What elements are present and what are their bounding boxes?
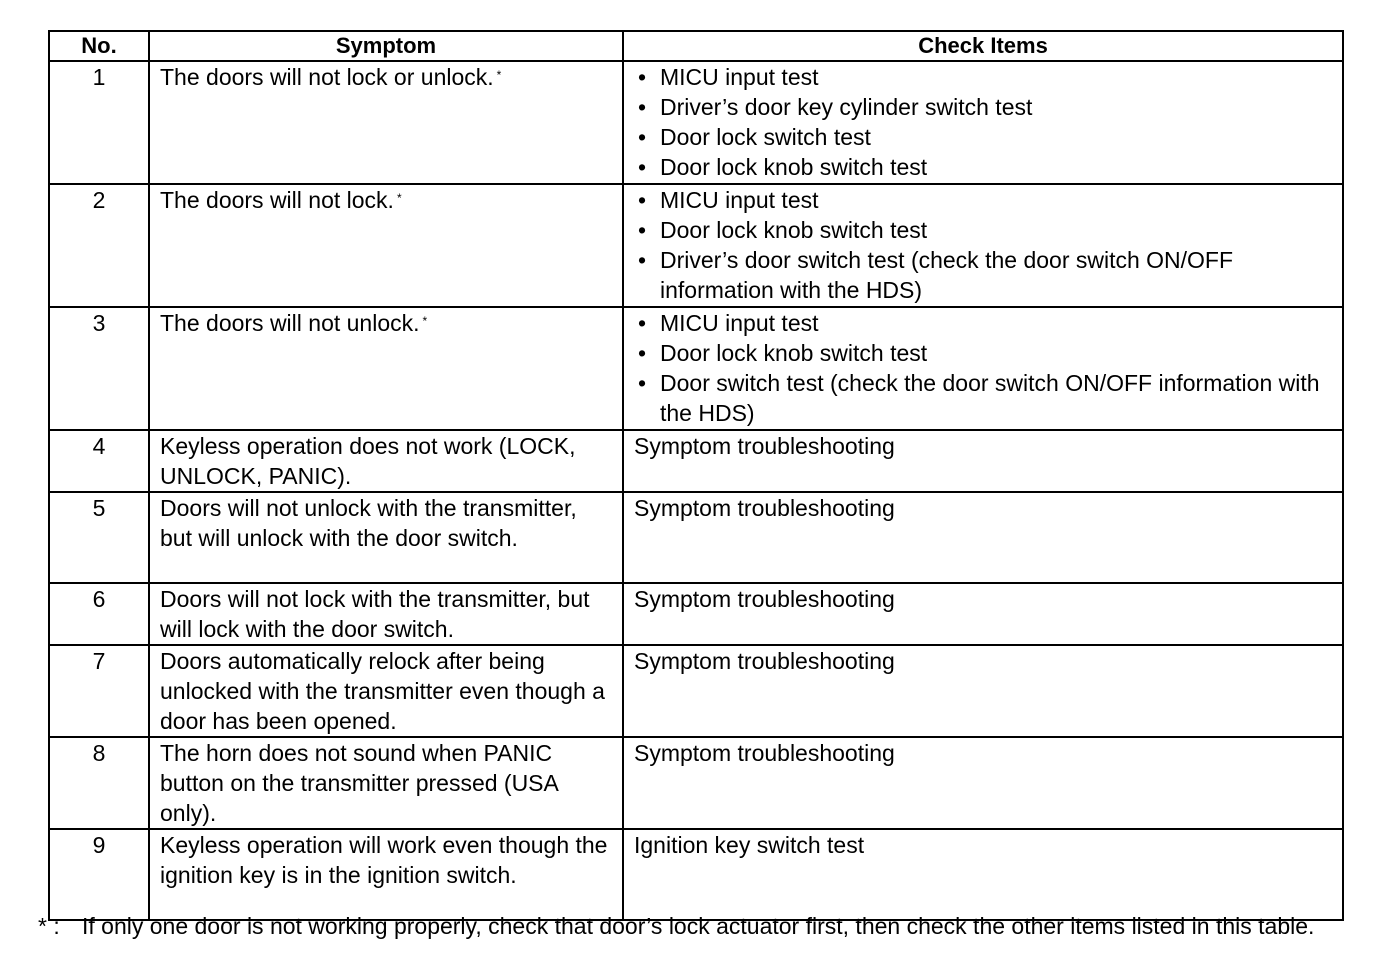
- table-header-row: [49, 31, 1343, 61]
- check-items-list: [634, 308, 1332, 428]
- row-number: 3: [49, 307, 149, 430]
- asterisk-mark: *: [496, 68, 502, 82]
- check-item-text: Driver’s door switch test (check the door switch ON/OFF information with the HDS): [660, 247, 1234, 303]
- symptom-text: The doors will not lock or unlock.: [160, 64, 494, 90]
- check-item: [634, 215, 1332, 245]
- table-row: [49, 492, 1343, 583]
- footnote-text: If only one door is not working properly, check that door’s lock actuator first, then check the other items listed in this table.: [82, 913, 1315, 939]
- symptom-cell: Keyless operation does not work (LOCK, UNLOCK, PANIC).: [149, 430, 623, 492]
- footnote: [38, 912, 1348, 940]
- table-row: [49, 583, 1343, 645]
- check-items-cell: Symptom troubleshooting: [623, 737, 1343, 829]
- check-items-cell: Symptom troubleshooting: [623, 583, 1343, 645]
- check-item: [634, 62, 1332, 92]
- check-items-cell: [623, 307, 1343, 430]
- row-number: 7: [49, 645, 149, 737]
- check-items-list: [634, 62, 1332, 182]
- bullet-icon: •: [638, 64, 647, 90]
- check-item-text: MICU input test: [660, 310, 819, 336]
- row-number: 6: [49, 583, 149, 645]
- table-row: [49, 829, 1343, 920]
- bullet-icon: •: [638, 217, 647, 243]
- check-item-text: Door lock knob switch test: [660, 217, 928, 243]
- symptom-text: The doors will not lock.: [160, 187, 394, 213]
- bullet-icon: •: [638, 370, 647, 396]
- symptom-cell: Doors will not lock with the transmitter, but will lock with the door switch.: [149, 583, 623, 645]
- row-number: 9: [49, 829, 149, 920]
- table-row: [49, 307, 1343, 430]
- symptom-cell: Doors automatically relock after being unlocked with the transmitter even though a door has been opened.: [149, 645, 623, 737]
- check-items-cell: Symptom troubleshooting: [623, 492, 1343, 583]
- symptom-cell: Doors will not unlock with the transmitter, but will unlock with the door switch.: [149, 492, 623, 583]
- row-number: 8: [49, 737, 149, 829]
- asterisk-mark: *: [396, 191, 402, 205]
- check-item-text: Door lock knob switch test: [660, 154, 928, 180]
- check-items-cell: Symptom troubleshooting: [623, 645, 1343, 737]
- table-row: [49, 737, 1343, 829]
- symptom-cell: [149, 61, 623, 184]
- table-row: [49, 645, 1343, 737]
- check-item-text: Door lock switch test: [660, 124, 871, 150]
- symptom-cell: The horn does not sound when PANIC button on the transmitter pressed (USA only).: [149, 737, 623, 829]
- check-item: [634, 245, 1332, 305]
- symptom-cell: [149, 307, 623, 430]
- check-items-cell: Symptom troubleshooting: [623, 430, 1343, 492]
- check-items-cell: [623, 184, 1343, 307]
- bullet-icon: •: [638, 124, 647, 150]
- check-item: [634, 368, 1332, 428]
- troubleshooting-document: [48, 30, 1342, 921]
- row-number: 1: [49, 61, 149, 184]
- bullet-icon: •: [638, 187, 647, 213]
- row-number: 2: [49, 184, 149, 307]
- check-item: [634, 122, 1332, 152]
- check-items-list: [634, 185, 1332, 305]
- check-item: [634, 338, 1332, 368]
- check-item-text: Door switch test (check the door switch ON/OFF information with the HDS): [660, 370, 1320, 426]
- symptom-cell: [149, 184, 623, 307]
- bullet-icon: •: [638, 340, 647, 366]
- bullet-icon: •: [638, 154, 647, 180]
- bullet-icon: •: [638, 94, 647, 120]
- check-item: [634, 92, 1332, 122]
- header-symptom: Symptom: [149, 31, 623, 61]
- table-row: [49, 430, 1343, 492]
- bullet-icon: •: [638, 247, 647, 273]
- bullet-icon: •: [638, 310, 647, 336]
- header-no: No.: [49, 31, 149, 61]
- check-item: [634, 185, 1332, 215]
- check-items-cell: Ignition key switch test: [623, 829, 1343, 920]
- symptom-text: The doors will not unlock.: [160, 310, 420, 336]
- check-item-text: Door lock knob switch test: [660, 340, 928, 366]
- footnote-mark: * :: [38, 913, 60, 939]
- row-number: 4: [49, 430, 149, 492]
- troubleshooting-table: [48, 30, 1344, 921]
- symptom-cell: Keyless operation will work even though the ignition key is in the ignition switch.: [149, 829, 623, 920]
- check-item-text: Driver’s door key cylinder switch test: [660, 94, 1033, 120]
- table-row: [49, 61, 1343, 184]
- check-item: [634, 308, 1332, 338]
- row-number: 5: [49, 492, 149, 583]
- table-row: [49, 184, 1343, 307]
- check-item-text: MICU input test: [660, 187, 819, 213]
- check-item: [634, 152, 1332, 182]
- asterisk-mark: *: [422, 314, 428, 328]
- header-check-items: Check Items: [623, 31, 1343, 61]
- check-items-cell: [623, 61, 1343, 184]
- check-item-text: MICU input test: [660, 64, 819, 90]
